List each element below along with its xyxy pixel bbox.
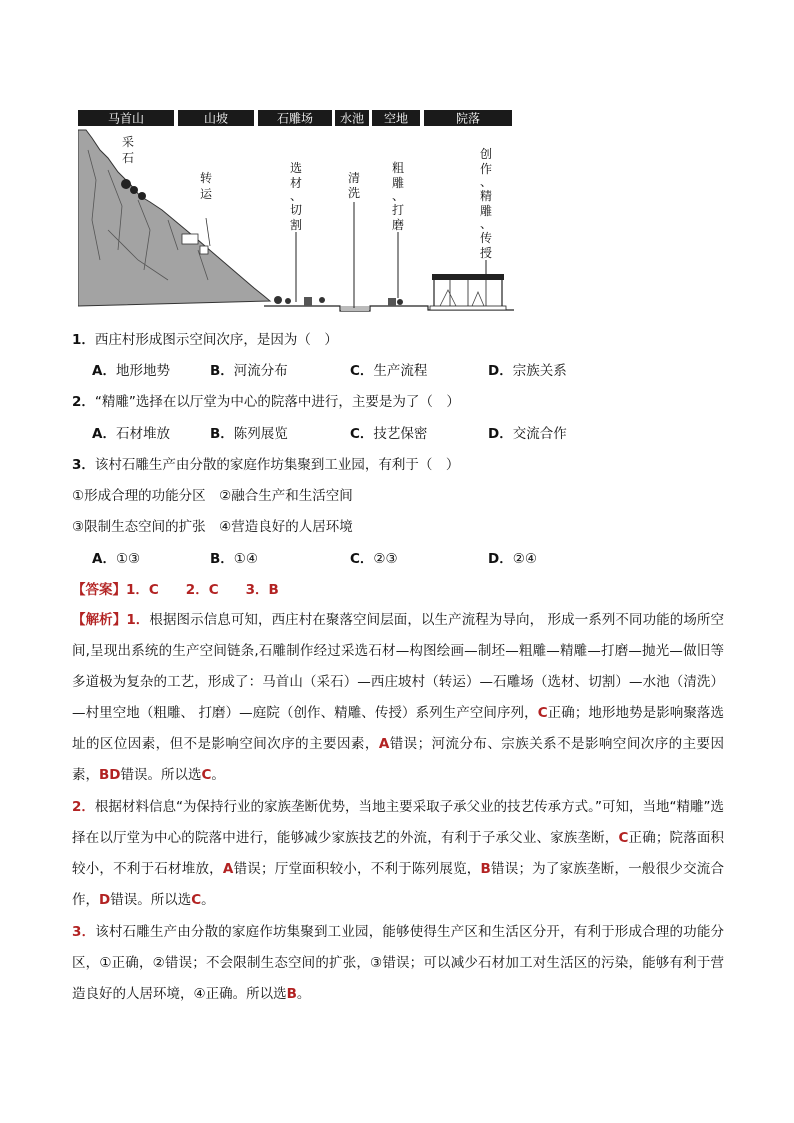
question-1-number: 1．	[72, 332, 95, 348]
tree-icon	[130, 186, 138, 194]
label-xi: 洗	[347, 186, 361, 200]
question-3-number: 3．	[72, 457, 95, 473]
header-shanpo: 山坡	[203, 111, 229, 126]
stone-block-icon	[304, 297, 312, 306]
label-cai2: 材	[289, 176, 303, 190]
label-ge: 割	[289, 218, 303, 232]
label-qie: 切	[289, 203, 303, 217]
question-2	[72, 392, 460, 412]
header-shidiaochang: 石雕场	[276, 111, 314, 126]
q3-option-b[interactable]: B．①④	[210, 551, 259, 567]
analysis-tag: 【解析】1．	[72, 612, 150, 628]
settlement-profile-figure	[78, 110, 514, 315]
label-dun1: 、	[289, 189, 303, 203]
label-da: 打	[391, 203, 405, 217]
label-cai: 采	[121, 135, 135, 149]
q2-option-d[interactable]: D．交流合作	[488, 426, 567, 442]
label-dun2: 、	[391, 189, 405, 203]
mountain-shape	[78, 130, 270, 306]
slope-pointer	[206, 218, 210, 246]
question-2-text: “精雕”选择在以厅堂为中心的院落中进行，主要是为了（ ）	[94, 394, 460, 410]
courtyard-building-icon	[430, 274, 506, 310]
profile-diagram	[78, 110, 514, 315]
q1-option-d[interactable]: D．宗族关系	[488, 363, 567, 379]
tree-icon	[138, 192, 146, 200]
label-diao: 雕	[391, 176, 405, 190]
q3-statement-line-2: ③限制生态空间的扩张 ④营造良好的人居环境	[72, 519, 353, 535]
stone-icon	[319, 297, 325, 303]
q1-option-c[interactable]: C．生产流程	[350, 363, 428, 379]
stone-icon	[274, 296, 282, 304]
label-chuan: 传	[479, 231, 493, 245]
analysis-paragraph-1: 【解析】1．根据图示信息可知，西庄村在聚落空间层面，以生产流程为导向， 形成一系列不同功能的场所空间,呈现出系统的生产空间链条,石雕制作经过采选石材—构图绘画—制坯—粗雕—精雕—打磨—抛光—做旧等多道极为复杂的工艺，形成了：马首山（采石）—西庄坡村（转运）—石雕场（选材、切割）—水池（清洗）—村里空地（粗雕、 打磨）—庭院（创作、精雕、传授）系列生产空间序列，C正确；地形地势是影响聚落选址的区位因素，但不是影响空间次序的主要因素，A错误；河流分布、宗族关系不是影响空间次序的主要因素，BD错误。所以选C。	[72, 612, 725, 783]
q3-option-d[interactable]: D．②④	[488, 551, 537, 567]
header-shuichi: 水池	[339, 111, 365, 126]
analysis-paragraph-3: 3．该村石雕生产由分散的家庭作坊集聚到工业园，能够使得生产区和生活区分开，有利于形成合理的功能分区，①正确，②错误；不会限制生态空间的扩张，③错误；可以减少石材加工对生活区的污染，能够有利于营造良好的人居环境，④正确。所以选B。	[72, 924, 725, 1002]
label-qing: 清	[347, 171, 361, 185]
answer-line: 【答案】1．C 2．C 3．B	[72, 582, 279, 598]
question-1-text: 西庄村形成图示空间次序，是因为（ ）	[94, 332, 338, 348]
pool-water	[341, 306, 369, 311]
q2-option-c[interactable]: C．技艺保密	[350, 426, 428, 442]
stone-block-icon	[388, 298, 396, 306]
label-zhuan: 转	[199, 171, 213, 185]
label-mo: 磨	[391, 218, 405, 232]
q1-option-b[interactable]: B．河流分布	[210, 363, 288, 379]
slope-shed-icon	[200, 246, 208, 254]
q3-option-c[interactable]: C．②③	[350, 551, 398, 567]
label-shi: 石	[121, 151, 135, 165]
label-dun4: 、	[479, 217, 493, 231]
header-mashoushan: 马首山	[107, 111, 145, 126]
header-kongdi: 空地	[383, 111, 409, 126]
label-zuo: 作	[479, 162, 493, 176]
label-xuan: 选	[289, 161, 303, 175]
label-diao2: 雕	[479, 204, 493, 218]
q2-option-a[interactable]: A．石材堆放	[92, 426, 170, 442]
stone-icon	[397, 299, 403, 305]
question-3	[72, 455, 459, 475]
slope-shed-icon	[182, 234, 198, 244]
tree-icon	[121, 179, 131, 189]
label-cu: 粗	[391, 161, 405, 175]
analysis-paragraph-2: 2．根据材料信息“为保持行业的家族垄断优势，当地主要采取子承父业的技艺传承方式。”可知，当地“精雕”选择在以厅堂为中心的院落中进行，能够减少家族技艺的外流，有利于子承父业、家族垄断，C正确；院落面积较小，不利于石材堆放，A错误；厅堂面积较小，不利于陈列展览，B错误；为了家族垄断，一般很少交流合作，D错误。所以选C。	[72, 799, 725, 908]
label-shou: 授	[479, 246, 493, 260]
label-yun: 运	[199, 187, 213, 201]
q3-statement-line-1: ①形成合理的功能分区 ②融合生产和生活空间	[72, 488, 353, 504]
label-dun3: 、	[479, 175, 493, 189]
stone-icon	[285, 298, 291, 304]
label-jing: 精	[479, 189, 493, 203]
q3-option-a[interactable]: A．①③	[92, 551, 141, 567]
label-chuang: 创	[479, 147, 493, 161]
question-3-text: 该村石雕生产由分散的家庭作坊集聚到工业园，有利于（ ）	[94, 457, 460, 473]
question-2-number: 2．	[72, 394, 95, 410]
question-1	[72, 330, 338, 350]
q1-option-a[interactable]: A．地形地势	[92, 363, 170, 379]
header-yuanluo: 院落	[455, 111, 481, 126]
q2-option-b[interactable]: B．陈列展览	[210, 426, 288, 442]
